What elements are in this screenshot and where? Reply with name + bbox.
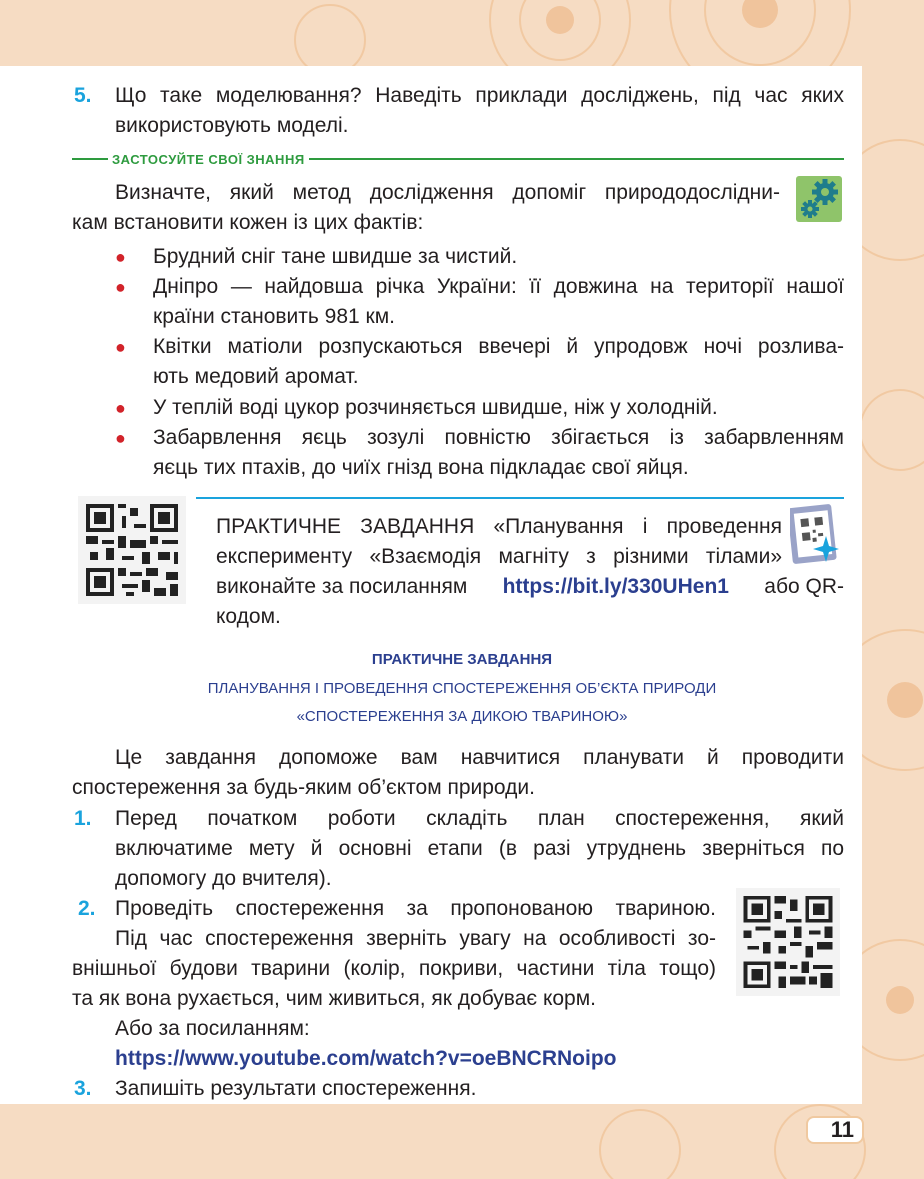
- question-number: 5.: [74, 84, 92, 107]
- section-heading: [72, 148, 844, 170]
- step-line: Перед початком роботи складіть план спостереження, який: [115, 807, 844, 830]
- intro-line: Визначте, який метод дослідження допоміг природодослідни-: [115, 181, 780, 204]
- section-heading-label: ЗАСТОСУЙТЕ СВОЇ ЗНАННЯ: [112, 151, 305, 167]
- gears-icon: [796, 176, 842, 222]
- youtube-link[interactable]: https://www.youtube.com/watch?v=oeBNCRNoipo: [115, 1047, 617, 1070]
- step-line: включатиме мету й основні етапи (в разі утруднень зверніться по: [115, 837, 844, 860]
- fact-line: Брудний сніг тане швидше за чистий.: [153, 245, 518, 268]
- practical-box-link[interactable]: https://bit.ly/330UHen1: [502, 575, 729, 598]
- step-line: Проведіть спостереження за пропонованою твариною.: [115, 897, 716, 920]
- step-line: допомогу до вчителя).: [115, 867, 332, 890]
- fact-line: Дніпро — найдовша річка України: її довжина на території нашої: [153, 275, 844, 298]
- bullet-marker: ●: [115, 428, 126, 448]
- heading-rule-left: [72, 158, 108, 160]
- question-text-line: Що таке моделювання? Наведіть приклади досліджень, під час яких: [115, 84, 844, 107]
- practical-box-prefix: виконайте за посиланням: [216, 575, 468, 598]
- step-line: Під час спостереження зверніть увагу на особливості зо-: [115, 927, 716, 950]
- step-line: внішньої будови тварини (колір, покриви, частини тіла тощо): [72, 957, 716, 980]
- task-intro-line: спостереження за будь-яким об’єктом природи.: [72, 776, 535, 799]
- fact-line: Квітки матіоли розпускаються ввечері й упродовж ночі розлива-: [153, 335, 844, 358]
- tablet-qr-icon: [790, 502, 844, 566]
- step-number: 1.: [74, 807, 92, 830]
- step-number: 3.: [74, 1077, 92, 1100]
- step-line: Запишіть результати спостереження.: [115, 1077, 477, 1100]
- practical-box-suffix: або QR-: [764, 575, 844, 598]
- task-intro-line: Це завдання допоможе вам навчитися планувати й проводити: [115, 746, 844, 769]
- practical-task-subtitle: ПЛАНУВАННЯ І ПРОВЕДЕННЯ СПОСТЕРЕЖЕННЯ ОБ’ЄКТА ПРИРОДИ: [207, 680, 717, 697]
- box-top-rule: [196, 497, 844, 499]
- bullet-marker: ●: [115, 247, 126, 267]
- fact-line: Забарвлення яєць зозулі повністю збігається із забарвленням: [153, 426, 844, 449]
- step-line: та як вона рухається, чим живиться, як добуває корм.: [72, 987, 597, 1010]
- qr-code-icon[interactable]: [78, 496, 186, 604]
- practical-task-subtitle: «СПОСТЕРЕЖЕННЯ ЗА ДИКОЮ ТВАРИНОЮ»: [296, 708, 628, 725]
- fact-line: У теплій воді цукор розчиняється швидше, ніж у холодній.: [153, 396, 718, 419]
- bullet-marker: ●: [115, 398, 126, 418]
- practical-task-title: ПРАКТИЧНЕ ЗАВДАННЯ: [371, 651, 553, 668]
- practical-box-line: кодом.: [216, 605, 281, 628]
- page-number: 11: [806, 1116, 864, 1144]
- fact-line: країни становить 981 км.: [153, 305, 395, 328]
- fact-line: ють медовий аромат.: [153, 365, 359, 388]
- practical-box-line: ПРАКТИЧНЕ ЗАВДАННЯ «Планування і проведення: [216, 515, 782, 538]
- bullet-marker: ●: [115, 337, 126, 357]
- intro-line: кам встановити кожен із цих фактів:: [72, 211, 424, 234]
- step-line: Або за посиланням:: [115, 1017, 310, 1040]
- question-text-line: використовують моделі.: [115, 114, 349, 137]
- step-number: 2.: [78, 897, 96, 920]
- qr-code-icon[interactable]: [736, 888, 840, 996]
- practical-box-line: експерименту «Взаємодія магніту з різними тілами»: [216, 545, 782, 568]
- bullet-marker: ●: [115, 277, 126, 297]
- practical-box-line3: [216, 572, 844, 602]
- heading-rule-right: [309, 158, 844, 160]
- fact-line: яєць тих птахів, до чиїх гнізд вона підкладає свої яйця.: [153, 456, 689, 479]
